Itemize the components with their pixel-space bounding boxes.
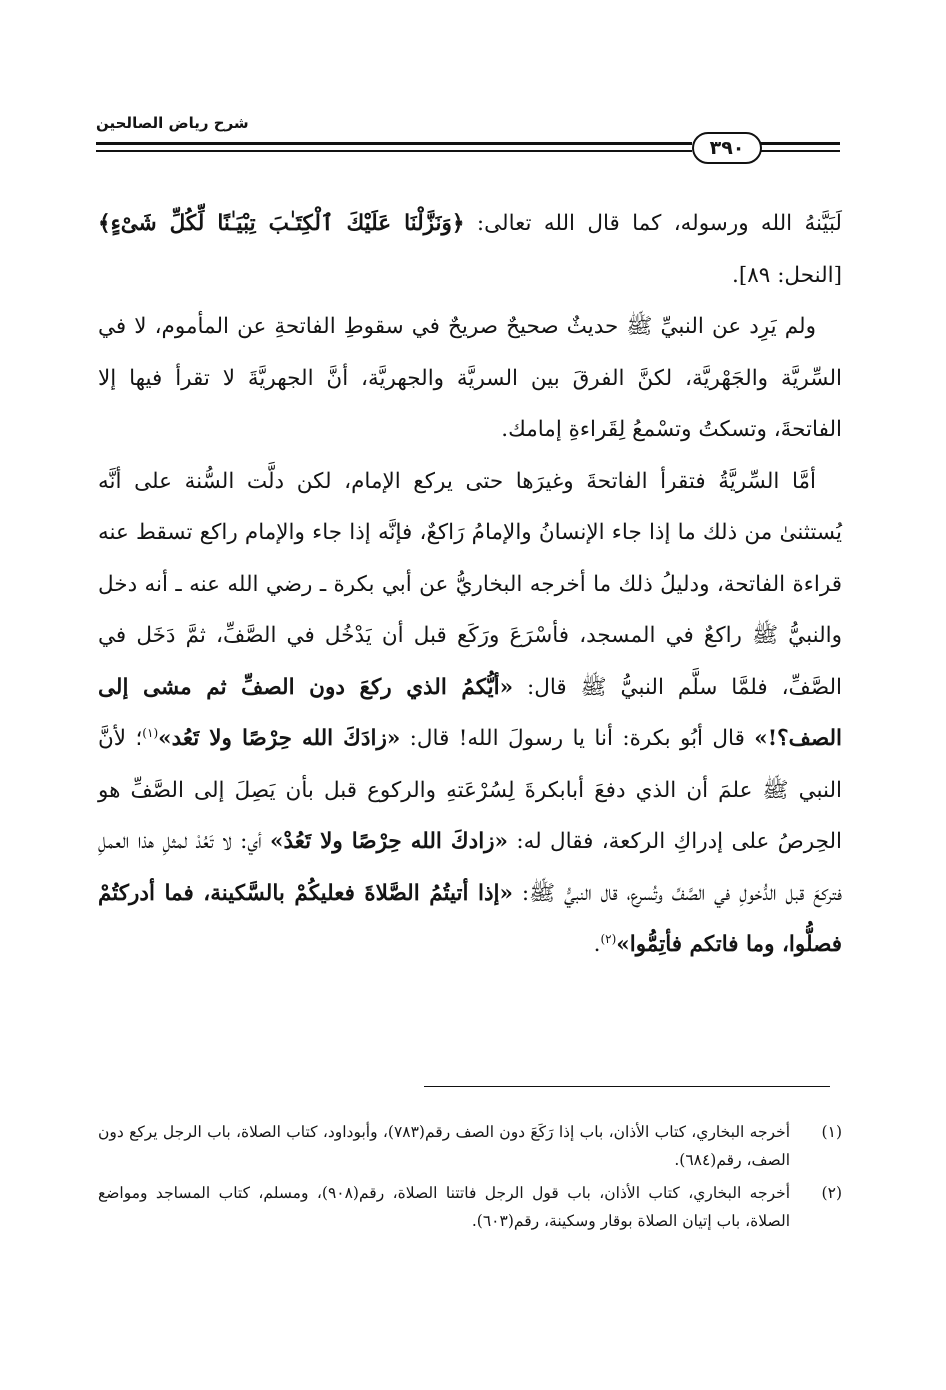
main-text <box>98 198 842 971</box>
paragraph-3-text-1: أمَّا السِّريَّةُ فتقرأ الفاتحةَ وغيرَها حتى يركع الإمام، لكن دلَّت السُّنة على أنَّه يُستثنىٰ من ذلك ما إذا جاء الإنسانُ والإمامُ رَاكعٌ، فإنَّه إذا جاء والإمام راكع تسقط عنه قراءة الفاتحة، ودليلُ ذلك ما أخرجه البخاريُّ عن أبي بكرة ـ رضي الله عنه ـ أنه دخل والنبيُّ ﷺ راكعٌ في المسجد، فأسْرَعَ ورَكَع قبل أن يَدْخُل في الصَّفِّ، ثمَّ دَخَل في الصَّفِّ، فلمَّا سلَّم النبيُّ ﷺ قال: <box>98 468 842 700</box>
page-number: ٣٩٠ <box>692 132 762 164</box>
header-rule-thick-right <box>758 142 840 145</box>
header-rule-thin-right <box>758 150 840 152</box>
footnote-item <box>98 1118 842 1174</box>
quran-citation: [النحل: ٨٩]. <box>732 262 842 288</box>
footnote-text: أخرجه البخاري، كتاب الأذان، باب إذا رَكَعَ دون الصف رقم(٧٨٣)، وأبوداود، كتاب الصلاة، باب الرجل يركع دون الصف، رقم(٦٨٤). <box>98 1123 790 1169</box>
paragraph-3-text-3: ؛ لأنَّ النبي ﷺ علمَ أن الذي دفعَ أبابكرةَ لِسُرْعَتهِ والركوع قبل بأن يَصِلَ إلى الصَّفِّ هو الحِرصُ على إدراكِ الركعة، فقال له: <box>98 726 842 854</box>
paragraph-2: ولم يَرِد عن النبيِّ ﷺ حديثٌ صحيحٌ صريحٌ في سقوطِ الفاتحةِ عن المأموم، لا في السِّريَّة والجَهْريَّة، لكنَّ الفرقَ بين السريَّة والجهريَّة، أنَّ الجهريَّةَ لا تقرأ فيها إلا الفاتحةَ، وتسكتُ وتسْمعُ لِقَراءةِ إمامك. <box>98 314 842 442</box>
footnote-text: أخرجه البخاري، كتاب الأذان، باب قول الرجل فاتتنا الصلاة، رقم(٩٠٨)، ومسلم، كتاب المساجد ومواضع الصلاة، باب إتيان الصلاة بوقار وسكينة، رقم(٦٠٣). <box>98 1184 791 1230</box>
paragraph-1 <box>98 198 842 301</box>
running-title: شرح رياض الصالحين <box>96 114 249 132</box>
footnotes <box>98 1118 842 1240</box>
paragraph-3-text-4: أي: لا تَعُدْ لمثلِ هذا العملِ فتركعَ قبل الدُّخولِ في الصَّفِّ وتُسرع، قال النبيُّ ﷺ: <box>98 829 842 906</box>
hadith-quote-3: «زادكَ الله حِرْصًا ولا تَعُدْ» <box>270 829 508 854</box>
footnote-separator <box>424 1086 830 1087</box>
paragraph-3 <box>98 456 842 971</box>
paragraph-3-end: . <box>593 932 601 957</box>
quran-verse: ﴿وَنَزَّلْنَا عَلَيْكَ ٱلْكِتَـٰبَ تِبْيَـٰنًا لِّكُلِّ شَىْءٍ﴾ <box>98 211 465 236</box>
footnote-ref-1: (١) <box>142 725 159 740</box>
header-rule-thin <box>96 150 692 152</box>
hadith-quote-1: «أيُّكمُ الذي ركعَ دون الصفِّ ثم مشى إلى الصف؟!» <box>98 674 842 751</box>
paragraph-1-text: لَبَيَّنهُ الله ورسوله، كما قال الله تعالى: <box>464 211 842 236</box>
paragraph-3-text-2: قال أبُو بكرة: أنا يا رسولَ الله! قال: <box>400 726 755 751</box>
footnote-ref-2: (٢) <box>600 931 617 946</box>
hadith-quote-2: «زادَكَ الله حِرْصًا ولا تَعُد» <box>158 726 401 751</box>
header-rule-thick <box>96 142 692 145</box>
footnote-number: (١) <box>821 1123 842 1141</box>
footnote-item <box>98 1179 842 1235</box>
footnote-number: (٢) <box>821 1184 842 1202</box>
hadith-quote-4: «إذا أتيتُمُ الصَّلاةَ فعليكُمْ بالسَّكينة، فما أدركتُمْ فصلُّوا، وما فاتكم فأتِمُّوا» <box>98 880 842 957</box>
